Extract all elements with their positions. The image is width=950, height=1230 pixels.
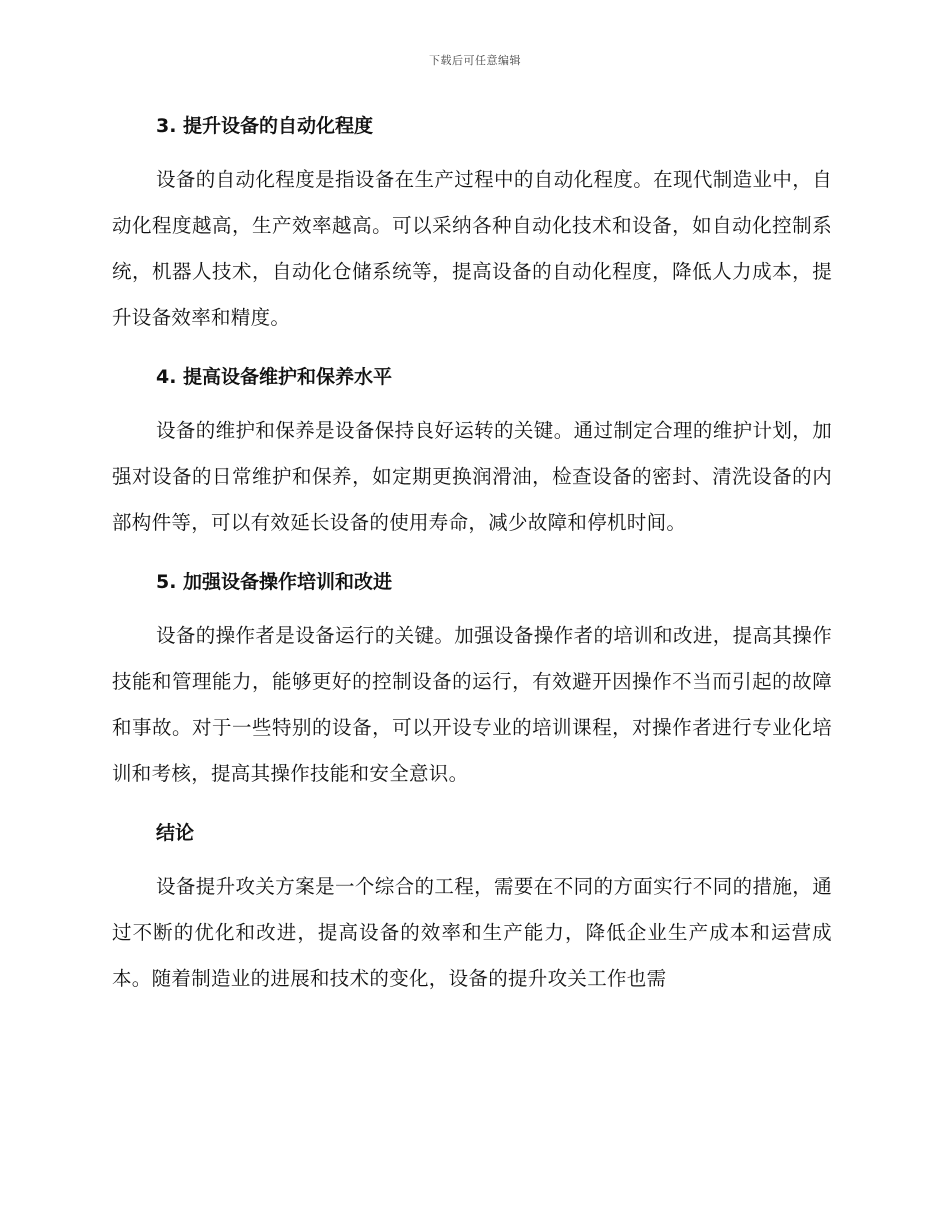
- section-paragraph-automation: 设备的自动化程度是指设备在生产过程中的自动化程度。在现代制造业中，自动化程度越高，生产效率越高。可以采纳各种自动化技术和设备，如自动化控制系统，机器人技术，自动化仓储系统等，提高设备的自动化程度，降低人力成本，提升设备效率和精度。: [112, 168, 832, 329]
- section-heading-automation: 3. 提升设备的自动化程度: [156, 115, 374, 137]
- section-paragraph-training: 设备的操作者是设备运行的关键。加强设备操作者的培训和改进，提高其操作技能和管理能力，能够更好的控制设备的运行，有效避开因操作不当而引起的故障和事故。对于一些特别的设备，可以开设专业的培训课程，对操作者进行专业化培训和考核，提高其操作技能和安全意识。: [112, 624, 832, 785]
- section-heading-maintenance: 4. 提高设备维护和保养水平: [156, 366, 393, 388]
- section-heading-training: 5. 加强设备操作培训和改进: [156, 571, 393, 593]
- page-header-note: 下载后可任意编辑: [429, 54, 521, 67]
- document-body: [112, 111, 832, 1002]
- section-heading-conclusion: 结论: [156, 822, 195, 844]
- section-paragraph-maintenance: 设备的维护和保养是设备保持良好运转的关键。通过制定合理的维护计划，加强对设备的日常维护和保养，如定期更换润滑油，检查设备的密封、清洗设备的内部构件等，可以有效延长设备的使用寿命，减少故障和停机时间。: [112, 419, 832, 534]
- section-paragraph-conclusion: 设备提升攻关方案是一个综合的工程，需要在不同的方面实行不同的措施，通过不断的优化和改进，提高设备的效率和生产能力，降低企业生产成本和运营成本。随着制造业的进展和技术的变化，设备的提升攻关工作也需: [112, 875, 832, 990]
